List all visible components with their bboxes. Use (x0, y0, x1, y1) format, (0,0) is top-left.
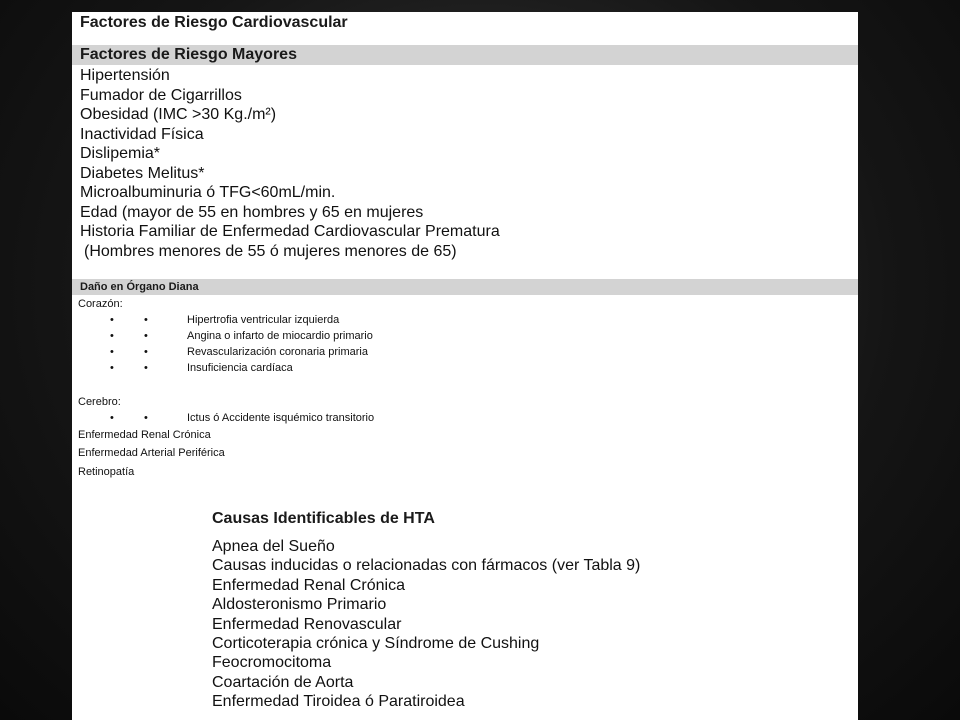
major-risk-factors-heading: Factores de Riesgo Mayores (72, 45, 858, 65)
bullet-icon: • (110, 362, 114, 374)
bullet-icon: • (110, 314, 114, 326)
list-item: Enfermedad Renal Crónica (212, 576, 405, 594)
bullet-icon: • (110, 330, 114, 342)
brain-label: Cerebro: (78, 396, 121, 408)
list-item: Aldosteronismo Primario (212, 596, 387, 614)
list-item: Apnea del Sueño (212, 538, 335, 555)
bullet-icon: • (144, 330, 148, 342)
list-item: Coartación de Aorta (212, 673, 354, 691)
list-item: Enfermedad Renal Crónica (78, 429, 211, 441)
bullet-icon: • (144, 362, 148, 374)
heart-label: Corazón: (78, 298, 123, 310)
heart-item: Angina o infarto de miocardio primario (187, 330, 373, 342)
list-item: Historia Familiar de Enfermedad Cardiovascular Prematura (80, 223, 500, 240)
list-item: (Hombres menores de 55 ó mujeres menores de 65) (84, 242, 457, 260)
list-item: Edad (mayor de 55 en hombres y 65 en mujeres (80, 203, 424, 221)
list-item: Feocromocitoma (212, 654, 332, 672)
bullet-icon: • (110, 412, 114, 424)
list-item: Fumador de Cigarrillos (80, 86, 242, 104)
list-item: Corticoterapia crónica y Síndrome de Cushing (212, 635, 540, 653)
list-item: Retinopatía (78, 466, 135, 478)
list-item: Enfermedad Arterial Periférica (78, 447, 225, 459)
page-title: Factores de Riesgo Cardiovascular (80, 14, 348, 31)
document-page (72, 12, 858, 720)
bullet-icon: • (144, 314, 148, 326)
list-item: Diabetes Melitus* (80, 164, 205, 182)
brain-item: Ictus ó Accidente isquémico transitorio (187, 412, 375, 424)
bullet-icon: • (144, 346, 148, 358)
heart-item: Insuficiencia cardíaca (187, 362, 293, 374)
identifiable-causes-section (212, 510, 640, 712)
list-item: Hipertensión (80, 67, 170, 84)
major-risk-factors-list (80, 66, 500, 261)
bullet-icon: • (144, 412, 148, 424)
heart-item: Hipertrofia ventricular izquierda (187, 314, 340, 326)
list-item: Obesidad (IMC >30 Kg./m²) (80, 106, 277, 123)
list-item: Enfermedad Renovascular (212, 615, 402, 633)
heart-item: Revascularización coronaria primaria (187, 346, 368, 358)
list-item: Inactividad Física (80, 125, 204, 143)
target-organ-damage-heading: Daño en Órgano Diana (72, 279, 858, 295)
causes-list (212, 537, 640, 712)
causes-heading: Causas Identificables de HTA (212, 510, 435, 527)
list-item: Causas inducidas o relacionadas con fármacos (ver Tabla 9) (212, 557, 641, 575)
bullet-icon: • (110, 346, 114, 358)
list-item: Enfermedad Tiroidea ó Paratiroidea (212, 693, 465, 711)
list-item: Dislipemia* (80, 145, 161, 162)
list-item: Microalbuminuria ó TFG<60mL/min. (80, 184, 336, 201)
